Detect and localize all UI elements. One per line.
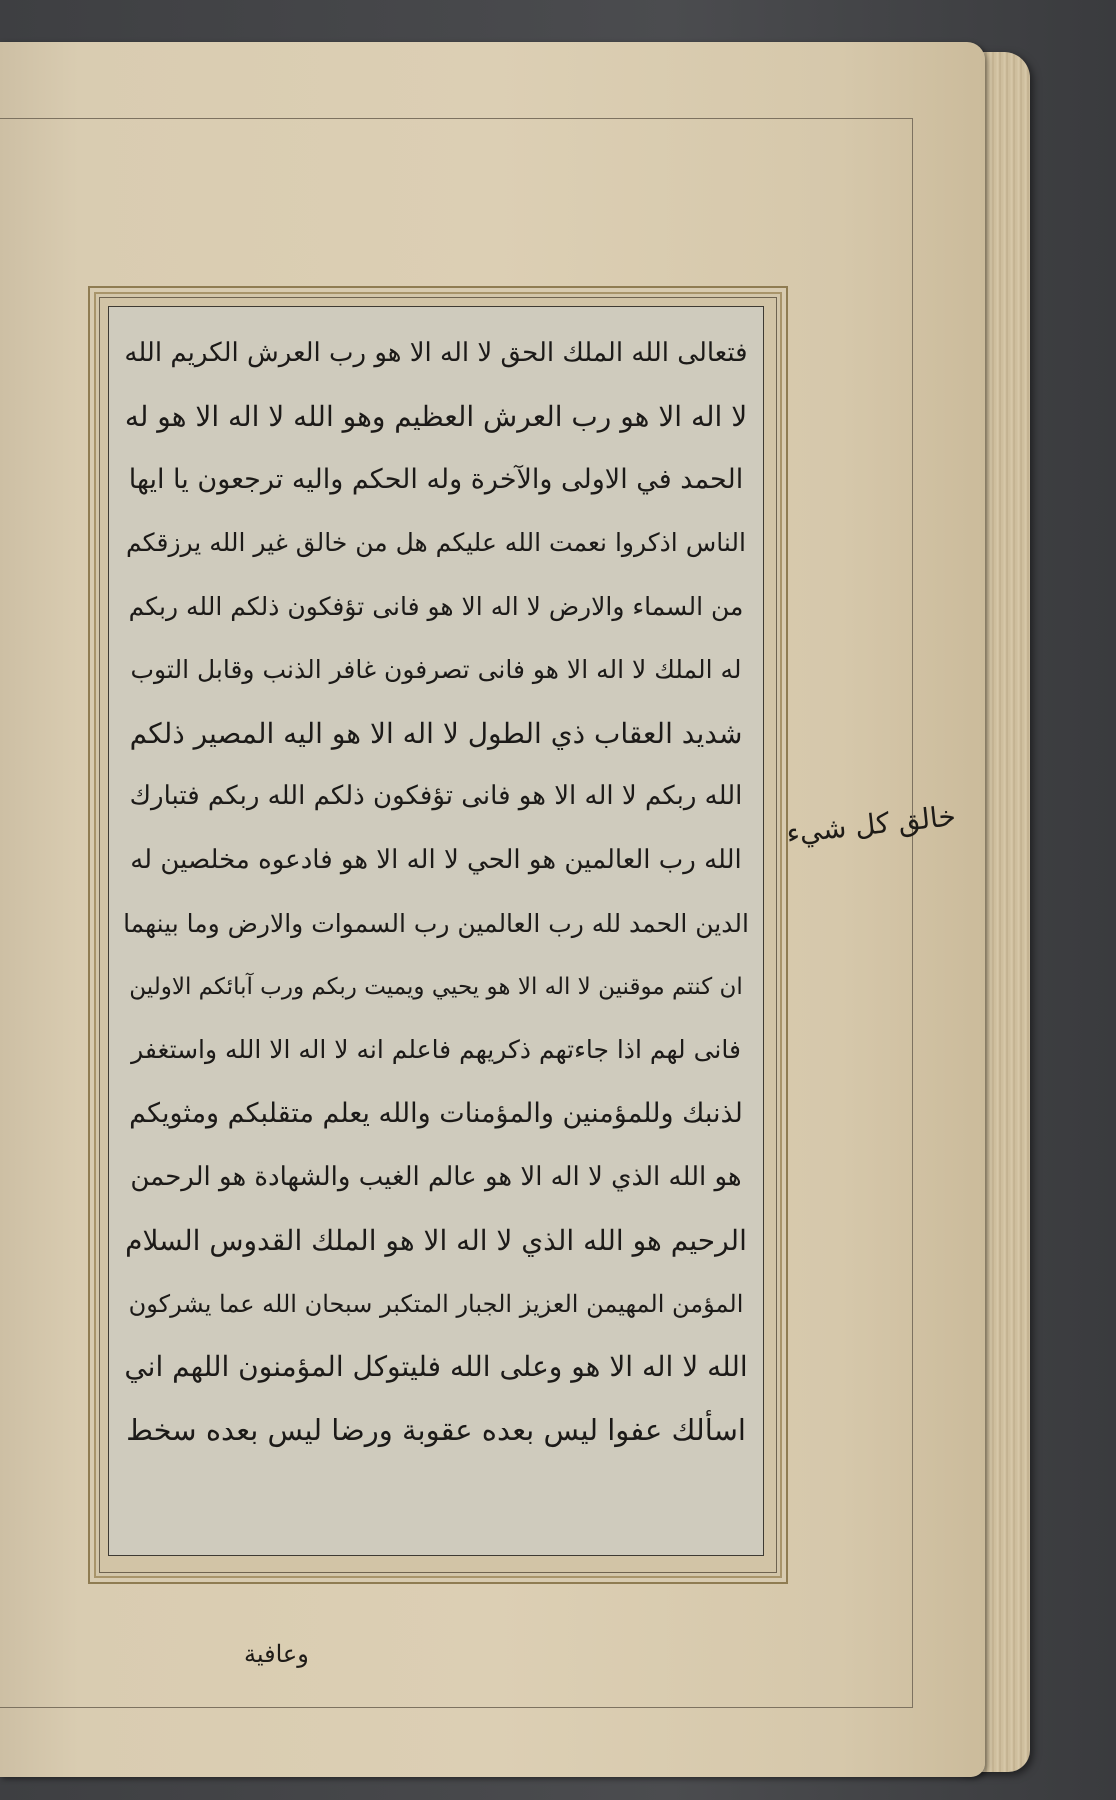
text-line-7: شديد العقاب ذي الطول لا اله الا هو اليه المصير ذلكم	[129, 716, 743, 750]
text-lines	[109, 321, 763, 1462]
margin-annotation: خالق كل شيء	[784, 799, 958, 850]
text-block	[108, 306, 764, 1556]
text-line-17: الله لا اله الا هو وعلى الله فليتوكل المؤمنون اللهم اني	[124, 1350, 748, 1384]
text-line-5: من السماء والارض لا اله الا هو فانى تؤفكون ذلكم الله ربكم	[128, 591, 744, 621]
text-line-9: الله رب العالمين هو الحي لا اله الا هو فادعوه مخلصين له	[130, 844, 742, 875]
text-line-13: لذنبك وللمؤمنين والمؤمنات والله يعلم متقلبكم ومثويكم	[129, 1097, 743, 1129]
text-line-6: له الملك لا اله الا هو فانى تصرفون غافر الذنب وقابل التوب	[130, 655, 742, 685]
text-line-3: الحمد في الاولى والآخرة وله الحكم واليه ترجعون يا ايها	[128, 463, 744, 495]
catchword: وعافية	[244, 1640, 309, 1668]
text-line-16: المؤمن المهيمن العزيز الجبار المتكبر سبحان الله عما يشركون	[128, 1289, 744, 1318]
text-line-12: فانى لهم اذا جاءتهم ذكريهم فاعلم انه لا اله الا الله واستغفر	[131, 1035, 741, 1065]
text-line-1: فتعالى الله الملك الحق لا اله الا هو رب العرش الكريم الله	[124, 337, 748, 368]
text-line-10: الدين الحمد لله رب العالمين رب السموات والارض وما بينهما	[123, 908, 749, 938]
text-line-8: الله ربكم لا اله الا هو فانى تؤفكون ذلكم الله ربكم فتبارك	[129, 781, 743, 812]
text-line-14: هو الله الذي لا اله الا هو عالم الغيب والشهادة هو الرحمن	[130, 1161, 742, 1192]
text-line-2: لا اله الا هو رب العرش العظيم وهو الله لا اله الا هو له	[124, 399, 748, 433]
text-line-4: الناس اذكروا نعمت الله عليكم هل من خالق غير الله يرزقكم	[126, 528, 746, 558]
text-line-15: الرحيم هو الله الذي لا اله الا هو الملك القدوس السلام	[125, 1223, 747, 1257]
text-line-11: ان كنتم موقنين لا اله الا هو يحيي ويميت ربكم ورب آبائكم الاولين	[129, 973, 743, 1000]
text-line-18: اسألك عفوا ليس بعده عقوبة ورضا ليس بعده سخط	[126, 1413, 746, 1448]
